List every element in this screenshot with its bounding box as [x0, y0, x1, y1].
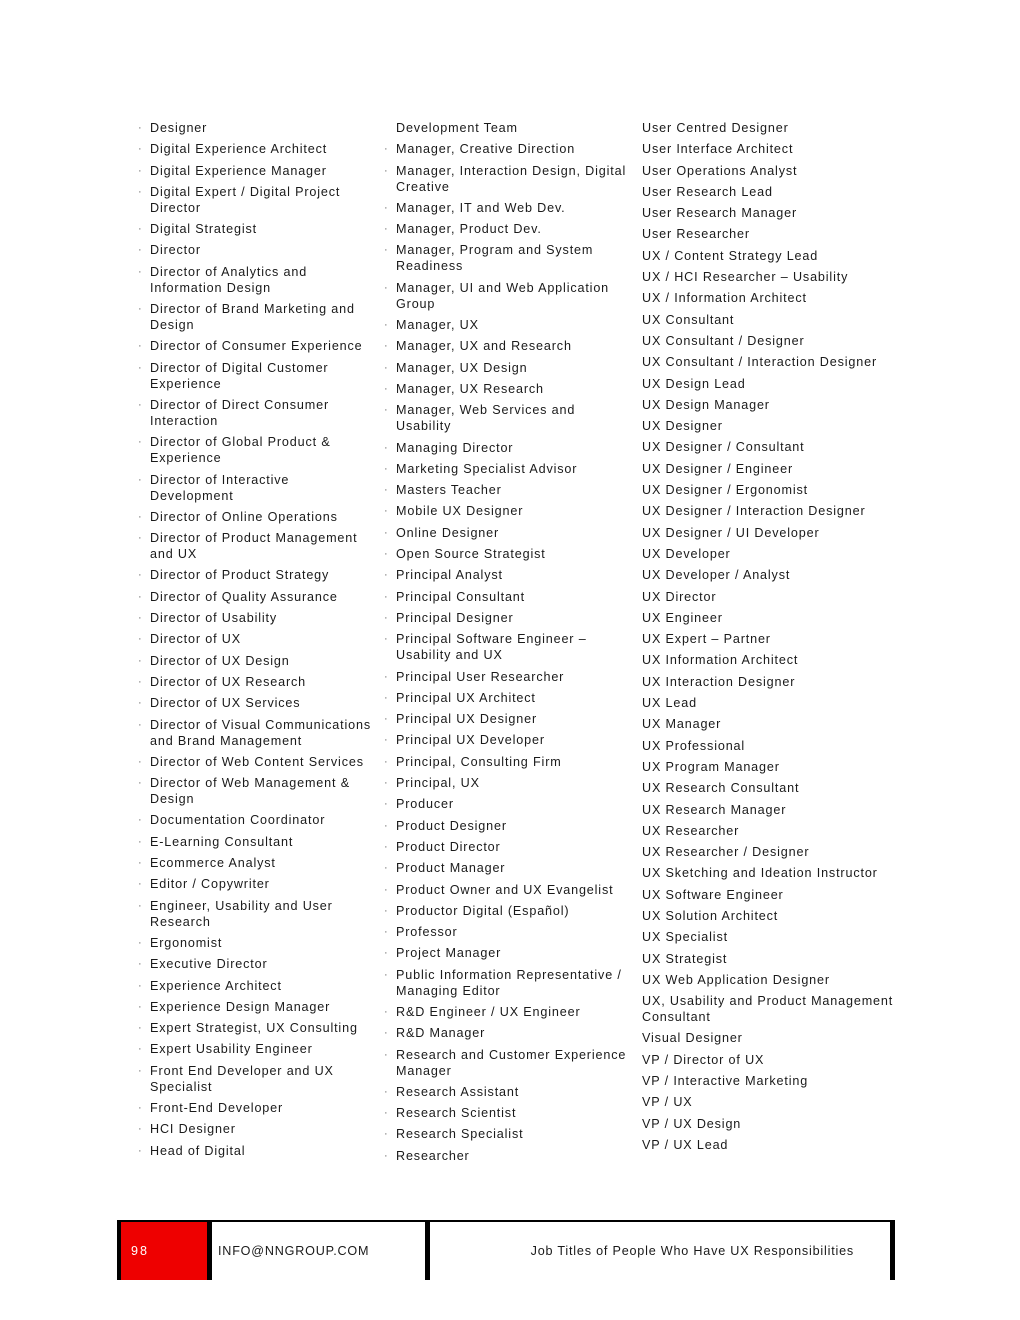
list-item: · Director	[136, 242, 376, 258]
list-item: · Director of UX Research	[136, 674, 376, 690]
list-item: · Professor	[382, 924, 628, 940]
list-item: · Public Information Representative / Managing Editor	[382, 967, 628, 999]
list-item: · Manager, UX Research	[382, 381, 628, 397]
list-item: · Manager, UX Design	[382, 360, 628, 376]
footer-divider	[425, 1222, 430, 1280]
list-item: · Marketing Specialist Advisor	[382, 461, 628, 477]
list-item: UX Consultant	[642, 312, 735, 327]
list-item: UX Information Architect	[642, 653, 799, 668]
list-item: · Productor Digital (Español)	[382, 903, 628, 919]
list-item: · Digital Expert / Digital Project Director	[136, 184, 376, 216]
list-item: UX Program Manager	[642, 759, 780, 774]
list-item: UX Strategist	[642, 951, 728, 966]
page-footer	[117, 1220, 895, 1282]
list-item: UX Designer / UI Developer	[642, 525, 820, 540]
list-item: UX / HCI Researcher – Usability	[642, 270, 849, 285]
list-item: UX Engineer	[642, 610, 723, 625]
list-item: Visual Designer	[642, 1031, 743, 1046]
list-item: UX Software Engineer	[642, 887, 784, 902]
list-item: · Manager, UI and Web Application Group	[382, 280, 628, 312]
list-item: · Online Designer	[382, 525, 628, 541]
list-item: · Director of Online Operations	[136, 509, 376, 525]
list-item: · Engineer, Usability and User Research	[136, 898, 376, 930]
list-item: VP / UX	[642, 1095, 693, 1110]
list-item: Development Team	[396, 121, 518, 135]
list-item: VP / Interactive Marketing	[642, 1074, 809, 1089]
list-item: · Mobile UX Designer	[382, 503, 628, 519]
list-item: · Manager, Creative Direction	[382, 141, 628, 157]
list-item: UX, Usability and Product Management Consultant	[642, 994, 894, 1025]
list-item: UX Designer / Interaction Designer	[642, 504, 866, 519]
list-item: · Product Owner and UX Evangelist	[382, 882, 628, 898]
list-item: · Front-End Developer	[136, 1100, 376, 1116]
list-item: · Head of Digital	[136, 1143, 376, 1159]
list-item: UX Design Lead	[642, 376, 746, 391]
list-item: · Research Assistant	[382, 1084, 628, 1100]
list-item: UX Consultant / Designer	[642, 333, 805, 348]
list-item: UX Designer / Ergonomist	[642, 483, 808, 498]
list-item: User Research Lead	[642, 184, 773, 199]
list-item: UX / Content Strategy Lead	[642, 248, 819, 263]
list-item: UX Designer	[642, 419, 723, 434]
list-item: · Principal Software Engineer – Usability and UX	[382, 631, 628, 663]
list-item: · Research and Customer Experience Manager	[382, 1047, 628, 1079]
list-item: · Principal Analyst	[382, 567, 628, 583]
list-item: UX Director	[642, 589, 717, 604]
list-item: · R&D Engineer / UX Engineer	[382, 1004, 628, 1020]
list-item: · Principal Designer	[382, 610, 628, 626]
column-2	[382, 120, 628, 1169]
list-item: · Digital Strategist	[136, 221, 376, 237]
list-item: · Principal UX Designer	[382, 711, 628, 727]
list-item: · E-Learning Consultant	[136, 834, 376, 850]
list-item: · Experience Architect	[136, 978, 376, 994]
list-item: · Ecommerce Analyst	[136, 855, 376, 871]
list-item: · Principal Consultant	[382, 589, 628, 605]
list-item: UX Expert – Partner	[642, 632, 771, 647]
job-title-list-2	[382, 120, 628, 1164]
list-item: · Manager, IT and Web Dev.	[382, 200, 628, 216]
list-item: User Interface Architect	[642, 142, 794, 157]
list-item: · Digital Experience Manager	[136, 163, 376, 179]
list-item: · HCI Designer	[136, 1121, 376, 1137]
list-item: · Experience Design Manager	[136, 999, 376, 1015]
list-item: · Product Manager	[382, 860, 628, 876]
list-item: User Centred Designer	[642, 121, 789, 135]
list-item: · Principal, Consulting Firm	[382, 754, 628, 770]
list-item: · Expert Usability Engineer	[136, 1041, 376, 1057]
list-item: UX Manager	[642, 717, 722, 732]
list-item: · Director of Brand Marketing and Design	[136, 301, 376, 333]
job-title-list-1	[136, 120, 376, 1159]
list-item: · Open Source Strategist	[382, 546, 628, 562]
list-item: · Director of UX Design	[136, 653, 376, 669]
list-item: UX Research Consultant	[642, 781, 800, 796]
list-item: UX / Information Architect	[642, 291, 807, 306]
list-item: UX Researcher / Designer	[642, 845, 810, 860]
list-item: UX Design Manager	[642, 397, 770, 412]
list-item: · Expert Strategist, UX Consulting	[136, 1020, 376, 1036]
list-item: UX Professional	[642, 738, 746, 753]
list-item: · Designer	[136, 120, 376, 136]
list-item: · Manager, UX and Research	[382, 338, 628, 354]
footer-email-link[interactable]: INFO@NNGROUP.COM	[218, 1244, 370, 1258]
list-item: · Principal, UX	[382, 775, 628, 791]
list-item: · Producer	[382, 796, 628, 812]
list-item: · Manager, Product Dev.	[382, 221, 628, 237]
list-item: · Product Director	[382, 839, 628, 855]
list-item: · Masters Teacher	[382, 482, 628, 498]
list-item: · Product Designer	[382, 818, 628, 834]
list-item: · Manager, Interaction Design, Digital Creative	[382, 163, 628, 195]
list-item: UX Lead	[642, 696, 697, 711]
list-item: · Director of Consumer Experience	[136, 338, 376, 354]
list-item: UX Sketching and Ideation Instructor	[642, 866, 878, 881]
list-item: · Director of Direct Consumer Interaction	[136, 397, 376, 429]
list-item: UX Interaction Designer	[642, 674, 796, 689]
footer-document-title: Job Titles of People Who Have UX Responsibilities	[530, 1244, 854, 1258]
list-item: · Director of UX Services	[136, 695, 376, 711]
list-item: UX Designer / Engineer	[642, 461, 794, 476]
list-item: · Director of Quality Assurance	[136, 589, 376, 605]
list-item: User Operations Analyst	[642, 163, 798, 178]
list-item: UX Solution Architect	[642, 908, 779, 923]
page-number-box	[117, 1222, 207, 1280]
list-item: · Front End Developer and UX Specialist	[136, 1063, 376, 1095]
list-item: · Principal User Researcher	[382, 669, 628, 685]
list-item: · Director of Product Management and UX	[136, 530, 376, 562]
list-item: UX Designer / Consultant	[642, 440, 805, 455]
column-1	[136, 120, 376, 1164]
list-item: · Executive Director	[136, 956, 376, 972]
list-item: · Digital Experience Architect	[136, 141, 376, 157]
list-item: UX Researcher	[642, 823, 740, 838]
list-item: User Researcher	[642, 227, 750, 242]
list-item: · Principal UX Developer	[382, 732, 628, 748]
list-item: · Director of Usability	[136, 610, 376, 626]
list-item: · Project Manager	[382, 945, 628, 961]
list-item: · Editor / Copywriter	[136, 876, 376, 892]
list-item: · Documentation Coordinator	[136, 812, 376, 828]
list-item: UX Research Manager	[642, 802, 787, 817]
list-item: UX Developer / Analyst	[642, 568, 791, 583]
list-item: VP / Director of UX	[642, 1052, 765, 1067]
list-item: VP / UX Design	[642, 1116, 742, 1131]
list-item: · Manager, UX	[382, 317, 628, 333]
list-item: VP / UX Lead	[642, 1137, 729, 1152]
job-title-list-3	[642, 120, 902, 1153]
footer-divider	[890, 1222, 895, 1280]
list-item: User Research Manager	[642, 206, 798, 221]
list-item: · Ergonomist	[136, 935, 376, 951]
list-item: · Director of Interactive Development	[136, 472, 376, 504]
list-item: · Research Scientist	[382, 1105, 628, 1121]
list-item: UX Web Application Designer	[642, 972, 830, 987]
list-item: · Director of UX	[136, 631, 376, 647]
list-item: · Research Specialist	[382, 1126, 628, 1142]
list-item: · Director of Digital Customer Experience	[136, 360, 376, 392]
list-item: · Director of Visual Communications and Brand Management	[136, 717, 376, 749]
list-item: · Researcher	[382, 1148, 628, 1164]
page-number: 98	[131, 1244, 150, 1258]
list-item: · Manager, Program and System Readiness	[382, 242, 628, 274]
column-3	[642, 120, 902, 1158]
list-item: UX Consultant / Interaction Designer	[642, 355, 878, 370]
list-item: UX Developer	[642, 546, 731, 561]
list-item: · Director of Global Product & Experience	[136, 434, 376, 466]
list-item: · Director of Web Management & Design	[136, 775, 376, 807]
list-item: · Principal UX Architect	[382, 690, 628, 706]
list-item: · R&D Manager	[382, 1025, 628, 1041]
list-item: · Director of Product Strategy	[136, 567, 376, 583]
list-item: · Director of Web Content Services	[136, 754, 376, 770]
footer-divider	[207, 1222, 212, 1280]
list-item: · Manager, Web Services and Usability	[382, 402, 628, 434]
list-item: · Director of Analytics and Information Design	[136, 264, 376, 296]
list-item: UX Specialist	[642, 930, 728, 945]
list-item: · Managing Director	[382, 440, 628, 456]
